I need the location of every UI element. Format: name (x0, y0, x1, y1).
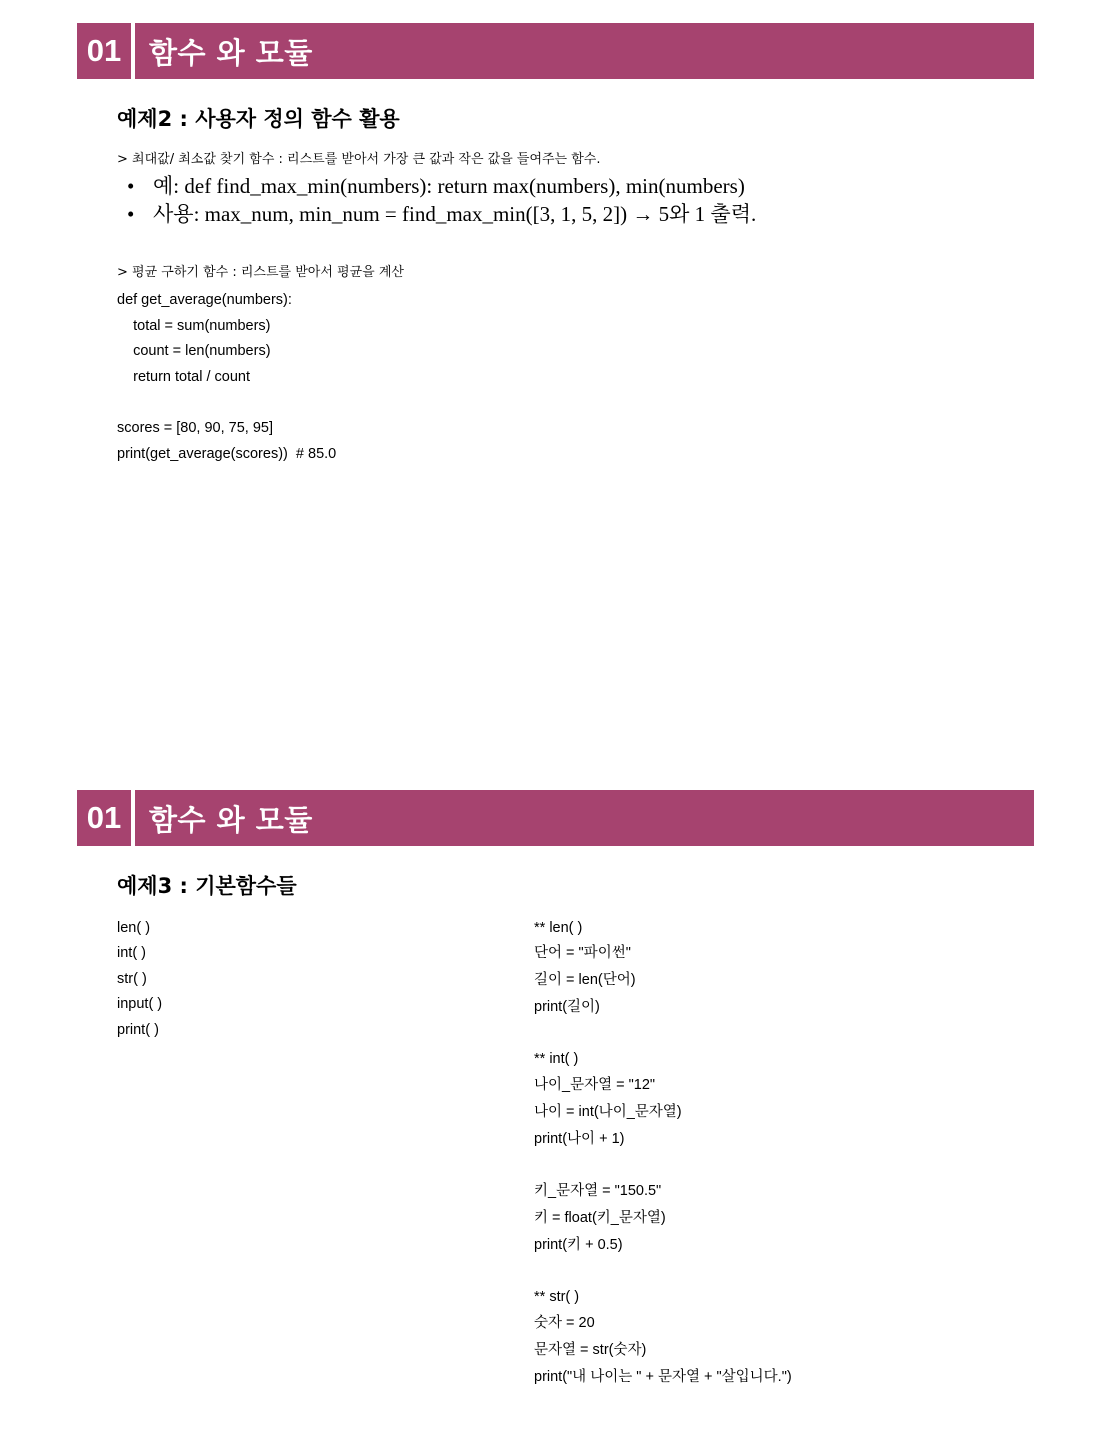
code-line: print(키 + 0.5) (534, 1237, 623, 1253)
bullet-text: 예: def find_max_min(numbers): return max(numbers), min(numbers) (153, 174, 745, 198)
code-line: ** len( ) (534, 920, 583, 936)
code-line: return total / count (117, 369, 250, 385)
code-line: 길이 = len(단어) (534, 972, 636, 988)
code-line: ** int( ) (534, 1051, 579, 1067)
section-title: 함수 와 모듈 (149, 35, 313, 70)
code-line: 키_문자열 = "150.5" (534, 1183, 662, 1199)
code-line: 나이_문자열 = "12" (534, 1077, 656, 1093)
function-list-item: int( ) (117, 945, 146, 961)
function-list-item: str( ) (117, 971, 147, 987)
bullet-dot-icon: • (127, 174, 135, 198)
section-banner (77, 23, 1034, 79)
bullet-dot-icon: • (127, 202, 135, 226)
code-line: def get_average(numbers): (117, 292, 292, 308)
intro-text: > 최대값/ 최소값 찾기 함수 : 리스트를 받아서 가장 큰 값과 작은 값을 들여주는 함수. (117, 152, 601, 167)
code-line: count = len(numbers) (117, 343, 271, 359)
bullet-text: 사용: max_num, min_num = find_max_min([3, 1, 5, 2]) → 5와 1 출력. (153, 202, 757, 226)
banner-divider (131, 790, 135, 846)
code-line: 나이 = int(나이_문자열) (534, 1104, 682, 1120)
code-line: ** str( ) (534, 1289, 580, 1305)
code-line: 키 = float(키_문자열) (534, 1210, 666, 1226)
code-line: 단어 = "파이썬" (534, 945, 631, 961)
code-line: total = sum(numbers) (117, 318, 271, 334)
example-heading: 예제2 : 사용자 정의 함수 활용 (117, 107, 400, 131)
section-number: 01 (86, 33, 122, 68)
code-line: print(나이 + 1) (534, 1131, 625, 1147)
bullet-item (127, 201, 756, 227)
code-line: print(get_average(scores)) # 85.0 (117, 446, 337, 462)
code-line: scores = [80, 90, 75, 95] (117, 420, 273, 436)
code-line: 숫자 = 20 (534, 1315, 595, 1331)
example-heading: 예제3 : 기본함수들 (117, 874, 297, 898)
code-line: print(길이) (534, 999, 600, 1015)
code-line: print("내 나이는 " + 문자열 + "살입니다.") (534, 1369, 792, 1385)
code-line: 문자열 = str(숫자) (534, 1342, 647, 1358)
section-banner (77, 790, 1034, 846)
function-list-item: input( ) (117, 996, 163, 1012)
average-intro: > 평균 구하기 함수 : 리스트를 받아서 평균을 계산 (117, 265, 404, 280)
banner-divider (131, 23, 135, 79)
section-title: 함수 와 모듈 (149, 802, 313, 837)
function-list-item: print( ) (117, 1022, 159, 1038)
function-list-item: len( ) (117, 920, 151, 936)
bullet-item (127, 173, 745, 199)
section-number: 01 (86, 800, 122, 835)
